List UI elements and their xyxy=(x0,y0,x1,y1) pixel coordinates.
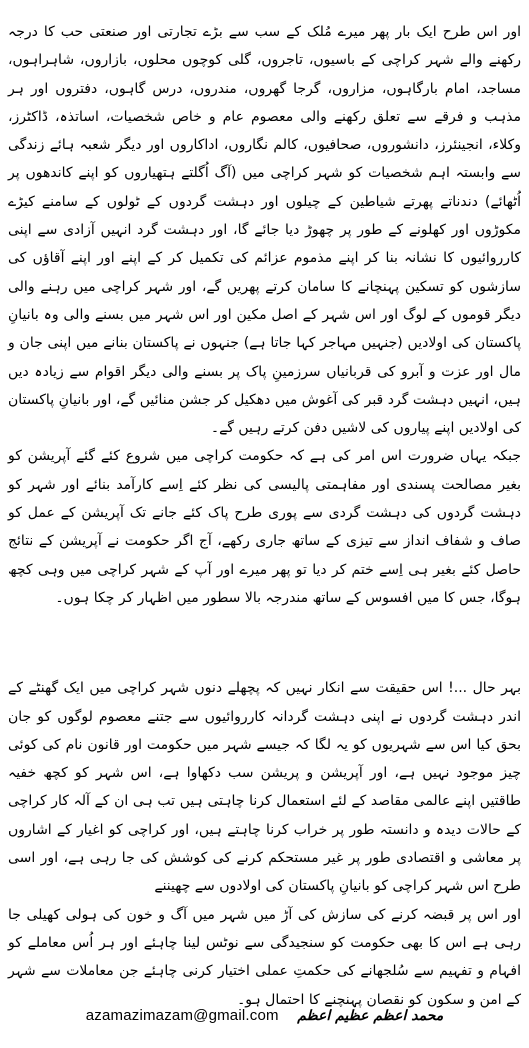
author-email[interactable]: azamazimazam@gmail.com xyxy=(85,1007,279,1024)
author-name: محمد اعظم عظیم اعظم xyxy=(297,1008,444,1024)
article-paragraph-1: اور اس طرح ایک بار پھر میرے مُلک کے سب سے بڑے تجارتی اور صنعتی حب کا درجہ رکھنے والے شہر کراچی کے باسیوں، تاجروں، گلی کوچوں محلوں، بازاروں، شاہراہوں، مساجد، امام بارگاہوں، مزاروں، گرجا گھروں، مندروں، درس گاہوں، دفتروں اور ہر مذہب و فرقے سے تعلق رکھنے والی معصوم عام و خاص شخصیات، اساتذہ، ڈاکٹرز، وکلاء، انجینئرز، دانشوروں، صحافیوں، کالم نگاروں، اداکاروں اور دیگر شعبہ ہائے زندگی سے وابستہ اہم شخصیات کو شہر کراچی میں (آگ اُگلتے ہتھیاروں کو اپنے کاندھوں پر اُٹھائے) دندناتے پھرتے شیاطین کے چیلوں اور دہشت گردوں کے ٹولوں کے سامنے کیڑے مکوڑوں اور کھلونے کے طور پر چھوڑ دیا جائے گا، اور دہشت گرد انہیں آزادی سے اپنی کارروائیوں کا نشانہ بنا کر اپنے مذموم عزائم کی تکمیل کر کے اپنے اور اپنے آقاؤں کی سازشوں کو تسکین پہنچانے کا سامان کرتے پھریں گے، اور شہر کراچی میں رہنے والی دیگر قوموں کے لوگ اور اس شہر کے اصل مکین اور اس شہر میں بسنے والی وہ بانیانِ پاکستان کی اولادیں (جنہیں مہاجر کہا جاتا ہے) جنہوں نے پاکستان بنانے میں اپنی جان و مال اور عزت و آبرو کی قربانیاں سرزمینِ پاک پر بسنے والی دیگر اقوام سے زیادہ دیں ہیں، انہیں دہشت گرد قبر کی آغوش میں دھکیل کر جشن منائیں گے، اور بانیانِ پاکستان کی اولادیں اپنے پیاروں کی لاشیں دفن کرتے رہیں گے۔ xyxy=(8,24,521,437)
author-signature xyxy=(0,1006,529,1026)
article-paragraph-4: اور اس پر قبضہ کرنے کی سازش کی آڑ میں شہر میں آگ و خون کی ہولی کھیلی جا رہی ہے اس کا بھی حکومت کو سنجیدگی سے نوٹس لینا چاہئے اور ہر اُس معاملے کو افہام و تفہیم سے سُلجھانے کی حکمتِ عملی اختیار کرنی چاہئے جن معاملات سے شہر کے امن و سکون کو نقصان پہنچنے کا احتمال ہو۔ xyxy=(8,906,521,1008)
article-paragraph-2: جبکہ یہاں ضرورت اس امر کی ہے کہ حکومت کراچی میں شروع کئے گئے آپریشن کو بغیر مصالحت پسندی اور مفاہمتی پالیسی کی نظر کئے اِسے کارآمد بنائے اور شہر کو دہشت گردوں کی دہشت گردی سے پوری طرح پاک کئے جانے تک آپریشن کے عمل کو صاف و شفاف انداز سے تیزی کے ساتھ جاری رکھے، آج اگر حکومت نے آپریشن کے نتائج حاصل کئے بغیر ہی اِسے ختم کر دیا تو پھر میرے اور آپ کے شہر کراچی میں وہی کچھ ہوگا، جس کا میں افسوس کے ساتھ مندرجہ بالا سطور میں اظہار کر چکا ہوں۔ xyxy=(8,448,521,606)
article-paragraph-3: بہر حال ...! اس حقیقت سے انکار نہیں کہ پچھلے دنوں شہر کراچی میں ایک گھنٹے کے اندر دہشت گردوں نے اپنی دہشت گردانہ کارروائیوں سے جتنے معصوم لوگوں کو جان بحق کیا اس سے شہریوں کو یہ لگا کہ جیسے شہر میں حکومت اور قانون نام کی کوئی چیز موجود نہیں ہے، اور آپریشن و پریشن سب دکھاوا ہے، اس شہر کو کچھ خفیہ طاقتیں اپنے عالمی مقاصد کے لئے استعمال کرنا چاہتی ہیں تب ہی ان کے آلہ کار کراچی کے حالات دیدہ و دانستہ طور پر خراب کرنا چاہتے ہیں، اور کراچی کو اغیار کے اشاروں پر معاشی و اقتصادی طور پر غیر مستحکم کرنے کی کوشش کی جا رہی ہے، اور اسی طرح اس شہر کراچی کو بانیانِ پاکستان کی اولادوں سے چھیننے xyxy=(8,680,521,895)
